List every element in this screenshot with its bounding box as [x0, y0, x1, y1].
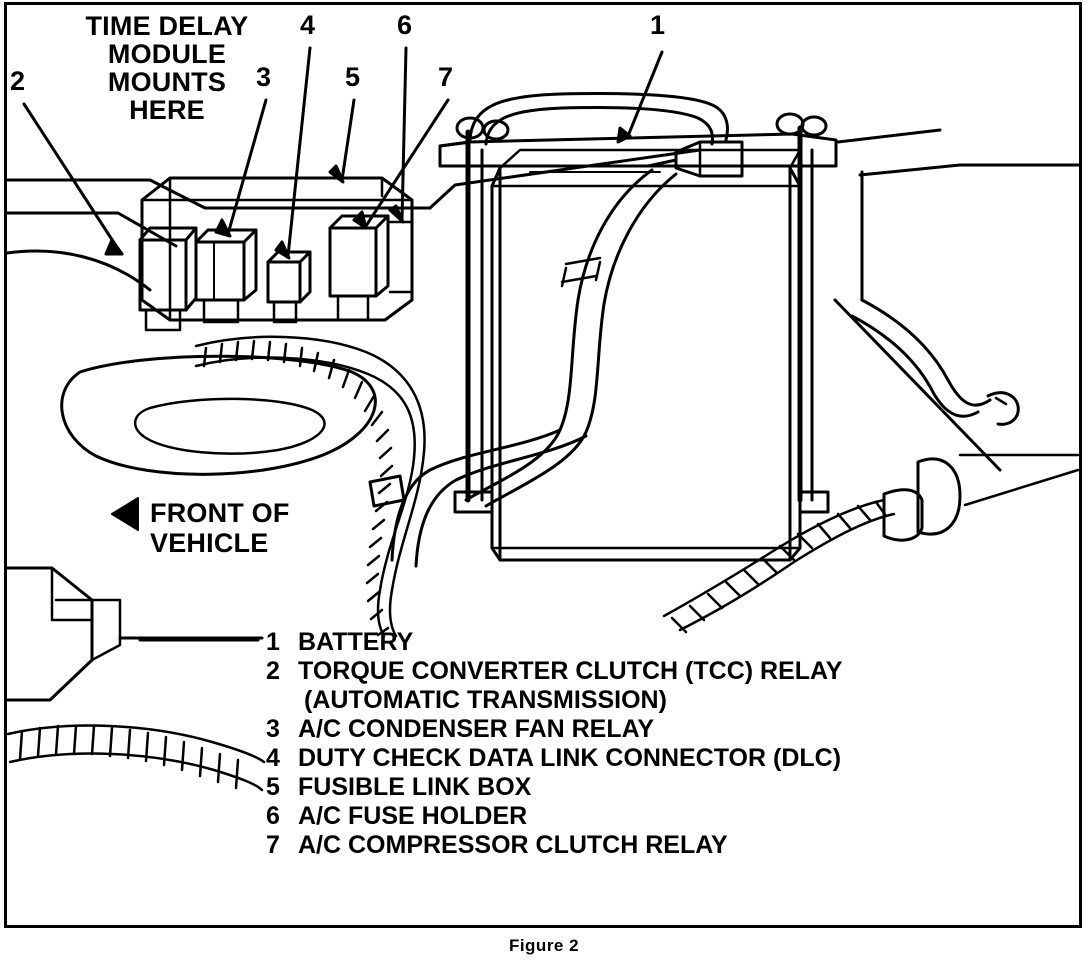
legend-label-3: A/C CONDENSER FAN RELAY: [298, 715, 655, 743]
time-delay-line-2: MODULE: [107, 39, 227, 69]
legend-item-2-continuation: [266, 686, 1056, 715]
front-of-vehicle-arrow: [112, 498, 138, 530]
callout-number-7: 7: [438, 62, 454, 92]
fuse-relay-cluster: [140, 178, 412, 330]
battery: [440, 93, 836, 560]
figure-caption: Figure 2: [508, 936, 580, 955]
legend-number-6: 6: [266, 802, 280, 830]
legend-item-5: [266, 773, 1056, 802]
time-delay-module-annotation: [52, 12, 282, 124]
legend-label-6: A/C FUSE HOLDER: [298, 802, 528, 830]
legend-label-5: FUSIBLE LINK BOX: [298, 773, 532, 801]
legend-label-2-continuation: (AUTOMATIC TRANSMISSION): [304, 686, 667, 714]
legend-number-5: 5: [266, 773, 280, 801]
callout-number-1: 1: [650, 10, 666, 40]
front-of-vehicle-line-2: VEHICLE: [150, 528, 269, 558]
legend-list: [266, 628, 1056, 860]
front-of-vehicle-line-1: FRONT OF: [150, 498, 290, 528]
front-of-vehicle-annotation: [150, 498, 380, 558]
time-delay-line-1: TIME DELAY: [85, 11, 249, 41]
legend-item-2: [266, 657, 1056, 686]
legend-item-1: [266, 628, 1056, 657]
callout-number-3: 3: [256, 62, 272, 92]
legend-item-3: [266, 715, 1056, 744]
wiring-harness-corrugated: [196, 337, 425, 636]
legend-label-1: BATTERY: [298, 628, 414, 656]
legend-number-2: 2: [266, 657, 280, 685]
callout-number-6: 6: [397, 10, 413, 40]
legend-item-7: [266, 831, 1056, 860]
legend-label-2: TORQUE CONVERTER CLUTCH (TCC) RELAY: [298, 657, 843, 685]
time-delay-line-3: MOUNTS: [107, 67, 227, 97]
legend-number-7: 7: [266, 831, 280, 859]
time-delay-line-4: HERE: [129, 95, 205, 125]
callout-number-2: 2: [10, 66, 26, 96]
legend-item-4: [266, 744, 1056, 773]
callout-number-4: 4: [300, 10, 316, 40]
callout-number-5: 5: [345, 62, 361, 92]
legend-number-1: 1: [266, 628, 280, 656]
right-wire-connector: [852, 300, 1018, 424]
legend-label-4: DUTY CHECK DATA LINK CONNECTOR (DLC): [298, 744, 842, 772]
lower-harness-corrugated: [8, 726, 264, 790]
legend-number-4: 4: [266, 744, 280, 772]
legend-label-7: A/C COMPRESSOR CLUTCH RELAY: [298, 831, 728, 859]
legend-number-3: 3: [266, 715, 280, 743]
battery-cables: [392, 170, 676, 566]
legend-item-6: [266, 802, 1056, 831]
